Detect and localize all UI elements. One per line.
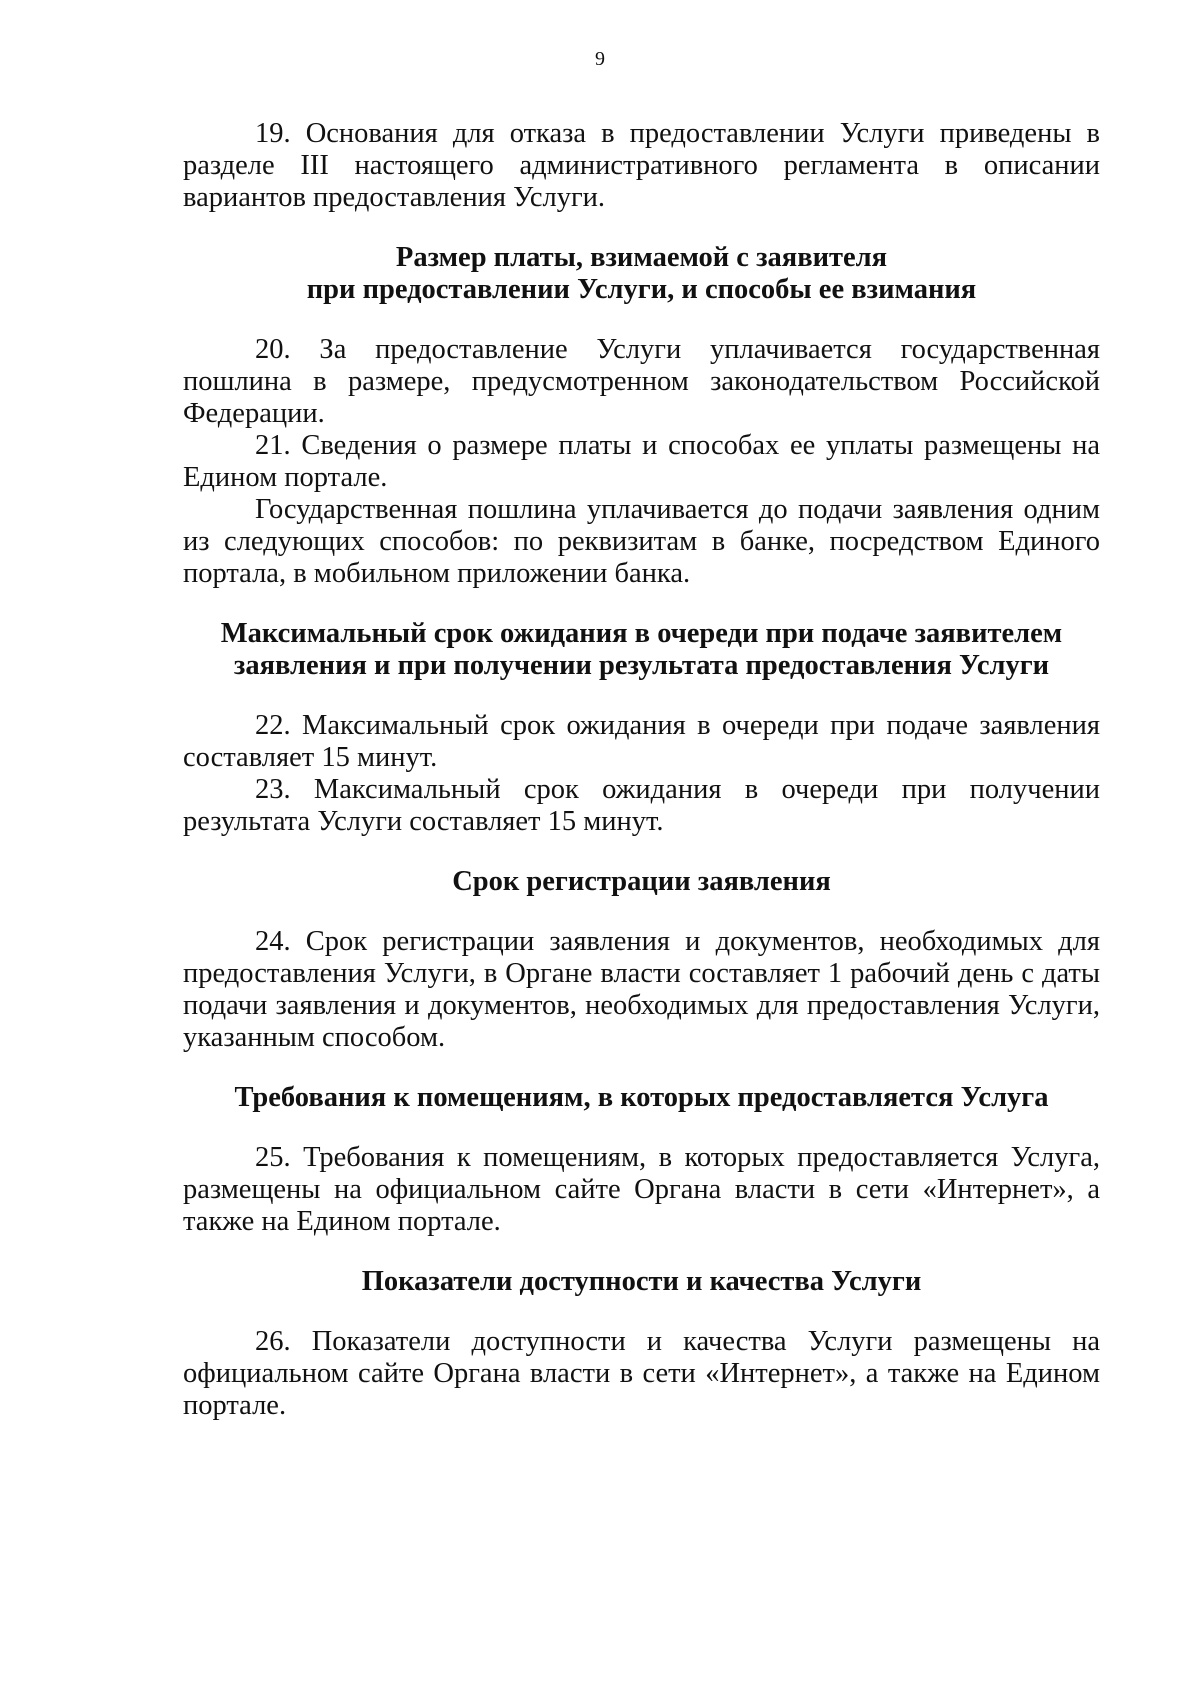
paragraph-26: 26. Показатели доступности и качества Услуги размещены на официальном сайте Органа власти в сети «Интернет», а также на Едином портале. bbox=[183, 1326, 1100, 1421]
section-heading-fee-line1: Размер платы, взимаемой с заявителя bbox=[395, 242, 888, 273]
document-body bbox=[183, 118, 1100, 1422]
paragraph-20: 20. За предоставление Услуги уплачивается государственная пошлина в размере, предусмотренном законодательством Российской Федерации. bbox=[183, 334, 1100, 429]
paragraph-21-continuation: Государственная пошлина уплачивается до подачи заявления одним из следующих способов: по реквизитам в банке, посредством Единого портала, в мобильном приложении банка. bbox=[183, 494, 1100, 589]
section-heading-fee-line2: при предоставлении Услуги, и способы ее взимания bbox=[306, 274, 977, 305]
section-heading-queue-line1: Максимальный срок ожидания в очереди при подаче заявителем bbox=[220, 618, 1063, 649]
paragraph-22: 22. Максимальный срок ожидания в очереди при подаче заявления составляет 15 минут. bbox=[183, 710, 1100, 773]
paragraph-23: 23. Максимальный срок ожидания в очереди при получении результата Услуги составляет 15 минут. bbox=[183, 774, 1100, 837]
section-heading-quality: Показатели доступности и качества Услуги bbox=[361, 1266, 922, 1297]
section-heading-premises: Требования к помещениям, в которых предоставляется Услуга bbox=[234, 1082, 1049, 1113]
paragraph-19: 19. Основания для отказа в предоставлении Услуги приведены в разделе III настоящего административного регламента в описании вариантов предоставления Услуги. bbox=[183, 118, 1100, 213]
section-heading-registration: Срок регистрации заявления bbox=[452, 866, 831, 897]
paragraph-21: 21. Сведения о размере платы и способах ее уплаты размещены на Едином портале. bbox=[183, 430, 1100, 493]
page-number: 9 bbox=[595, 48, 605, 70]
section-heading-queue-line2: заявления и при получении результата предоставления Услуги bbox=[233, 650, 1050, 681]
paragraph-25: 25. Требования к помещениям, в которых предоставляется Услуга, размещены на официальном сайте Органа власти в сети «Интернет», а также на Едином портале. bbox=[183, 1142, 1100, 1237]
paragraph-24: 24. Срок регистрации заявления и документов, необходимых для предоставления Услуги, в Органе власти составляет 1 рабочий день с даты подачи заявления и документов, необходимых для предоставления Услуги, указанным способом. bbox=[183, 926, 1100, 1053]
